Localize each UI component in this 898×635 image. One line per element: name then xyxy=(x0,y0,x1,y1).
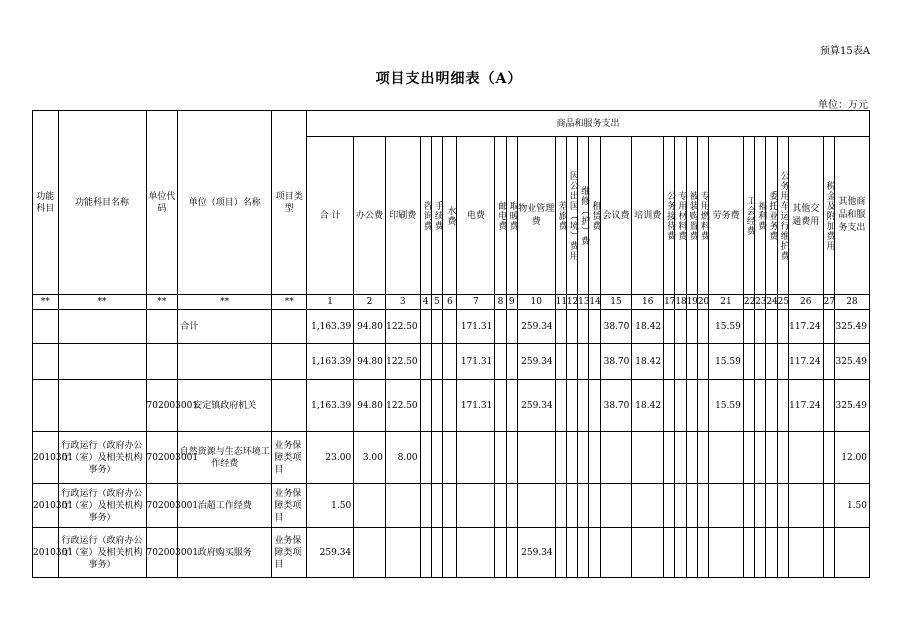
value-cell xyxy=(506,380,517,432)
project-type-cell: 业务保障类项目 xyxy=(272,528,307,578)
value-cell xyxy=(823,484,834,528)
unit-name-cell: 治超工作经费 xyxy=(178,484,272,528)
value-cell xyxy=(743,484,754,528)
value-cell xyxy=(506,484,517,528)
value-cell xyxy=(777,380,788,432)
value-cell xyxy=(766,344,777,380)
project-type-cell xyxy=(272,344,307,380)
column-number: 15 xyxy=(600,295,632,310)
value-cell: 259.34 xyxy=(307,528,354,578)
value-cell xyxy=(788,528,823,578)
value-cell xyxy=(664,310,675,344)
value-cell: 259.34 xyxy=(517,528,555,578)
value-cell xyxy=(431,344,442,380)
value-cell xyxy=(709,528,744,578)
value-cell: 18.42 xyxy=(632,380,664,432)
value-cell xyxy=(517,484,555,528)
value-cell: 259.34 xyxy=(517,310,555,344)
value-cell xyxy=(697,528,708,578)
header-col xyxy=(555,137,566,295)
value-cell xyxy=(709,484,744,528)
value-cell xyxy=(420,484,431,528)
value-cell xyxy=(823,528,834,578)
func-name-cell xyxy=(58,380,146,432)
value-cell: 122.50 xyxy=(385,344,420,380)
value-cell: 171.31 xyxy=(457,380,495,432)
value-cell xyxy=(664,344,675,380)
value-cell xyxy=(555,528,566,578)
column-number: 21 xyxy=(709,295,744,310)
value-cell: 3.00 xyxy=(354,432,386,484)
value-cell: 117.24 xyxy=(788,310,823,344)
header-col xyxy=(686,137,697,295)
header-func-code: 功能科目 xyxy=(33,111,59,295)
value-cell: 325.49 xyxy=(834,344,869,380)
value-cell xyxy=(675,432,686,484)
header-col-label: 邮电费 xyxy=(496,200,507,231)
value-cell xyxy=(709,432,744,484)
value-cell xyxy=(589,432,600,484)
func-name-cell: 行政运行（政府办公厅（室）及相关机构事务） xyxy=(58,432,146,484)
value-cell xyxy=(697,344,708,380)
column-number: 28 xyxy=(834,295,869,310)
header-col: 电费 xyxy=(457,137,495,295)
value-cell xyxy=(495,528,506,578)
value-cell xyxy=(506,344,517,380)
project-type-cell xyxy=(272,380,307,432)
header-col-label: 工会经费 xyxy=(744,195,755,236)
header-col xyxy=(578,137,589,295)
column-number: 27 xyxy=(823,295,834,310)
value-cell: 259.34 xyxy=(517,344,555,380)
column-number: 10 xyxy=(517,295,555,310)
value-cell xyxy=(457,432,495,484)
value-cell: 117.24 xyxy=(788,344,823,380)
header-col-label: 咨询费 xyxy=(421,200,432,231)
expenditure-table xyxy=(32,110,870,578)
value-cell xyxy=(589,310,600,344)
column-number: 18 xyxy=(675,295,686,310)
value-cell xyxy=(777,432,788,484)
value-cell xyxy=(766,528,777,578)
value-cell xyxy=(589,344,600,380)
value-cell xyxy=(686,484,697,528)
column-number: 4 xyxy=(420,295,431,310)
value-cell xyxy=(600,528,632,578)
header-col-label: 税金及附加费用 xyxy=(824,180,835,251)
column-number: 22 xyxy=(743,295,754,310)
header-col-label: 公务接待费 xyxy=(665,190,676,241)
value-cell xyxy=(431,380,442,432)
value-cell: 325.49 xyxy=(834,310,869,344)
value-cell xyxy=(354,528,386,578)
unit-code-cell xyxy=(146,344,178,380)
func-code-cell: 2010301 xyxy=(33,528,59,578)
func-name-cell: 行政运行（政府办公厅（室）及相关机构事务） xyxy=(58,484,146,528)
form-number: 预算15表A xyxy=(820,46,870,57)
value-cell xyxy=(755,432,766,484)
marker-cell: ** xyxy=(178,295,272,310)
value-cell xyxy=(675,380,686,432)
value-cell xyxy=(420,344,431,380)
value-cell xyxy=(431,432,442,484)
header-col xyxy=(675,137,686,295)
value-cell xyxy=(443,344,457,380)
func-code-cell xyxy=(33,380,59,432)
header-group: 商品和服务支出 xyxy=(307,111,870,137)
header-col xyxy=(589,137,600,295)
value-cell xyxy=(555,432,566,484)
value-cell xyxy=(675,310,686,344)
value-cell xyxy=(686,310,697,344)
column-number: 1 xyxy=(307,295,354,310)
marker-cell: ** xyxy=(146,295,178,310)
table-row xyxy=(33,484,870,528)
value-cell xyxy=(431,484,442,528)
unit-code-cell xyxy=(146,310,178,344)
unit-name-cell: 自然资源与生态环境工作经费 xyxy=(178,432,272,484)
value-cell xyxy=(566,344,577,380)
func-name-cell xyxy=(58,310,146,344)
header-col-label: 被装购置费 xyxy=(687,190,698,241)
value-cell xyxy=(755,380,766,432)
column-number: 8 xyxy=(495,295,506,310)
header-col: 培训费 xyxy=(632,137,664,295)
table-row xyxy=(33,310,870,344)
value-cell: 171.31 xyxy=(457,310,495,344)
column-number: 24 xyxy=(766,295,777,310)
value-cell xyxy=(566,310,577,344)
value-cell xyxy=(506,528,517,578)
value-cell xyxy=(823,310,834,344)
value-cell xyxy=(506,432,517,484)
value-cell xyxy=(766,310,777,344)
header-col xyxy=(443,137,457,295)
value-cell xyxy=(755,528,766,578)
header-col xyxy=(823,137,834,295)
value-cell xyxy=(664,528,675,578)
value-cell xyxy=(777,310,788,344)
column-number: 2 xyxy=(354,295,386,310)
value-cell xyxy=(632,528,664,578)
value-cell: 38.70 xyxy=(600,310,632,344)
value-cell xyxy=(766,380,777,432)
func-name-cell xyxy=(58,344,146,380)
value-cell xyxy=(697,432,708,484)
header-col: 劳务费 xyxy=(709,137,744,295)
column-number: 11 xyxy=(555,295,566,310)
value-cell xyxy=(697,380,708,432)
value-cell xyxy=(777,528,788,578)
value-cell xyxy=(664,380,675,432)
value-cell xyxy=(555,484,566,528)
header-col-label: 专用燃料费 xyxy=(698,190,709,241)
header-col: 合 计 xyxy=(307,137,354,295)
value-cell xyxy=(555,380,566,432)
value-cell: 122.50 xyxy=(385,310,420,344)
value-cell: 94.80 xyxy=(354,344,386,380)
value-cell xyxy=(578,528,589,578)
column-number: 3 xyxy=(385,295,420,310)
column-number: 20 xyxy=(697,295,708,310)
value-cell xyxy=(443,432,457,484)
value-cell: 122.50 xyxy=(385,380,420,432)
value-cell xyxy=(555,310,566,344)
header-col-label: 水费 xyxy=(445,205,456,226)
value-cell xyxy=(506,310,517,344)
value-cell xyxy=(566,432,577,484)
header-col xyxy=(506,137,517,295)
value-cell xyxy=(788,432,823,484)
header-col xyxy=(766,137,777,295)
value-cell xyxy=(788,484,823,528)
header-unit-name: 单位（项目）名称 xyxy=(178,111,272,295)
value-cell: 1.50 xyxy=(834,484,869,528)
value-cell xyxy=(495,344,506,380)
value-cell xyxy=(743,310,754,344)
value-cell: 1,163.39 xyxy=(307,380,354,432)
header-col: 会议费 xyxy=(600,137,632,295)
value-cell: 1,163.39 xyxy=(307,310,354,344)
header-col xyxy=(431,137,442,295)
header-col: 办公费 xyxy=(354,137,386,295)
value-cell xyxy=(600,432,632,484)
column-number: 12 xyxy=(566,295,577,310)
value-cell: 15.59 xyxy=(709,310,744,344)
header-col: 物业管理费 xyxy=(517,137,555,295)
page-title: 项目支出明细表（A） xyxy=(375,71,523,87)
project-type-cell: 业务保障类项目 xyxy=(272,432,307,484)
value-cell xyxy=(755,310,766,344)
value-cell xyxy=(495,380,506,432)
table-row xyxy=(33,432,870,484)
header-col xyxy=(755,137,766,295)
value-cell: 94.80 xyxy=(354,310,386,344)
value-cell xyxy=(686,432,697,484)
unit-name-cell: 政府购买服务 xyxy=(178,528,272,578)
value-cell xyxy=(457,484,495,528)
value-cell: 1,163.39 xyxy=(307,344,354,380)
value-cell xyxy=(420,380,431,432)
value-cell xyxy=(766,432,777,484)
header-col-label: 公务用车运行维护费 xyxy=(778,170,789,261)
value-cell xyxy=(555,344,566,380)
header-col-label: 因公出国（境）费用 xyxy=(567,170,578,261)
value-cell xyxy=(578,344,589,380)
column-number: 6 xyxy=(443,295,457,310)
unit-name-cell: 合计 xyxy=(178,310,272,344)
value-cell xyxy=(578,380,589,432)
value-cell: 117.24 xyxy=(788,380,823,432)
value-cell xyxy=(675,484,686,528)
header-col xyxy=(743,137,754,295)
value-cell xyxy=(566,528,577,578)
value-cell xyxy=(589,484,600,528)
header-col xyxy=(495,137,506,295)
value-cell xyxy=(431,528,442,578)
value-cell xyxy=(675,528,686,578)
unit-label: 单位：万元 xyxy=(818,100,868,111)
unit-name-cell xyxy=(178,344,272,380)
value-cell xyxy=(495,310,506,344)
value-cell xyxy=(664,484,675,528)
value-cell xyxy=(743,528,754,578)
header-col-label: 租赁费 xyxy=(590,200,601,231)
value-cell xyxy=(385,528,420,578)
value-cell: 1.50 xyxy=(307,484,354,528)
header-col xyxy=(664,137,675,295)
value-cell: 15.59 xyxy=(709,344,744,380)
value-cell xyxy=(777,344,788,380)
value-cell xyxy=(443,528,457,578)
value-cell xyxy=(600,484,632,528)
header-col xyxy=(566,137,577,295)
value-cell: 18.42 xyxy=(632,344,664,380)
header-col: 印刷费 xyxy=(385,137,420,295)
unit-code-cell: 702003001 xyxy=(146,380,178,432)
value-cell xyxy=(743,432,754,484)
value-cell xyxy=(457,528,495,578)
value-cell: 259.34 xyxy=(517,380,555,432)
value-cell xyxy=(697,484,708,528)
value-cell: 38.70 xyxy=(600,380,632,432)
column-number: 7 xyxy=(457,295,495,310)
column-number: 9 xyxy=(506,295,517,310)
column-number: 16 xyxy=(632,295,664,310)
header-unit-code: 单位代码 xyxy=(146,111,178,295)
value-cell xyxy=(686,528,697,578)
column-number: 25 xyxy=(777,295,788,310)
value-cell xyxy=(420,432,431,484)
value-cell xyxy=(766,484,777,528)
header-col-label: 取暖费 xyxy=(507,200,518,231)
value-cell: 38.70 xyxy=(600,344,632,380)
value-cell xyxy=(675,344,686,380)
value-cell xyxy=(686,344,697,380)
column-number: 26 xyxy=(788,295,823,310)
value-cell xyxy=(517,432,555,484)
func-code-cell: 2010301 xyxy=(33,484,59,528)
func-name-cell: 行政运行（政府办公厅（室）及相关机构事务） xyxy=(58,528,146,578)
value-cell: 12.00 xyxy=(834,432,869,484)
header-col-label: 维修（护）费 xyxy=(579,185,590,246)
value-cell xyxy=(578,484,589,528)
value-cell: 18.42 xyxy=(632,310,664,344)
column-number: 5 xyxy=(431,295,442,310)
marker-cell: ** xyxy=(58,295,146,310)
value-cell xyxy=(664,432,675,484)
value-cell xyxy=(420,310,431,344)
value-cell xyxy=(443,484,457,528)
project-type-cell: 业务保障类项目 xyxy=(272,484,307,528)
value-cell xyxy=(431,310,442,344)
header-col xyxy=(420,137,431,295)
column-number: 14 xyxy=(589,295,600,310)
header-col-label: 委托业务费 xyxy=(767,190,778,241)
column-number: 23 xyxy=(755,295,766,310)
unit-code-cell: 702003001 xyxy=(146,484,178,528)
func-code-cell xyxy=(33,344,59,380)
value-cell: 171.31 xyxy=(457,344,495,380)
value-cell xyxy=(777,484,788,528)
header-project-type: 项目类型 xyxy=(272,111,307,295)
value-cell xyxy=(578,310,589,344)
value-cell xyxy=(354,484,386,528)
unit-code-cell: 702003001 xyxy=(146,528,178,578)
value-cell xyxy=(566,484,577,528)
table-row xyxy=(33,528,870,578)
value-cell xyxy=(686,380,697,432)
header-col xyxy=(697,137,708,295)
value-cell xyxy=(743,380,754,432)
value-cell xyxy=(834,528,869,578)
value-cell xyxy=(823,380,834,432)
column-number: 13 xyxy=(578,295,589,310)
table-row xyxy=(33,344,870,380)
header-col-label: 福利费 xyxy=(756,200,767,231)
value-cell xyxy=(697,310,708,344)
func-code-cell: 2010301 xyxy=(33,432,59,484)
project-type-cell xyxy=(272,310,307,344)
value-cell xyxy=(443,310,457,344)
unit-name-cell: 安定镇政府机关 xyxy=(178,380,272,432)
header-col: 其他交通费用 xyxy=(788,137,823,295)
value-cell xyxy=(632,432,664,484)
column-number: 17 xyxy=(664,295,675,310)
value-cell xyxy=(443,380,457,432)
table-row xyxy=(33,380,870,432)
value-cell xyxy=(632,484,664,528)
marker-cell: ** xyxy=(272,295,307,310)
value-cell xyxy=(823,344,834,380)
value-cell: 325.49 xyxy=(834,380,869,432)
value-cell xyxy=(495,484,506,528)
value-cell: 23.00 xyxy=(307,432,354,484)
value-cell xyxy=(495,432,506,484)
value-cell xyxy=(578,432,589,484)
value-cell xyxy=(823,432,834,484)
value-cell xyxy=(420,528,431,578)
header-col xyxy=(777,137,788,295)
value-cell xyxy=(566,380,577,432)
value-cell xyxy=(589,380,600,432)
value-cell xyxy=(755,344,766,380)
header-col-label: 专用材料费 xyxy=(676,190,687,241)
func-code-cell xyxy=(33,310,59,344)
unit-code-cell: 702003001 xyxy=(146,432,178,484)
column-number: 19 xyxy=(686,295,697,310)
header-col-label: 差旅费 xyxy=(556,200,567,231)
value-cell xyxy=(589,528,600,578)
marker-cell: ** xyxy=(33,295,59,310)
value-cell xyxy=(755,484,766,528)
header-col-label: 手续费 xyxy=(432,200,443,231)
value-cell xyxy=(385,484,420,528)
value-cell: 8.00 xyxy=(385,432,420,484)
value-cell: 94.80 xyxy=(354,380,386,432)
header-col: 其他商品和服务支出 xyxy=(834,137,869,295)
value-cell xyxy=(743,344,754,380)
value-cell: 15.59 xyxy=(709,380,744,432)
header-func-name: 功能科目名称 xyxy=(58,111,146,295)
